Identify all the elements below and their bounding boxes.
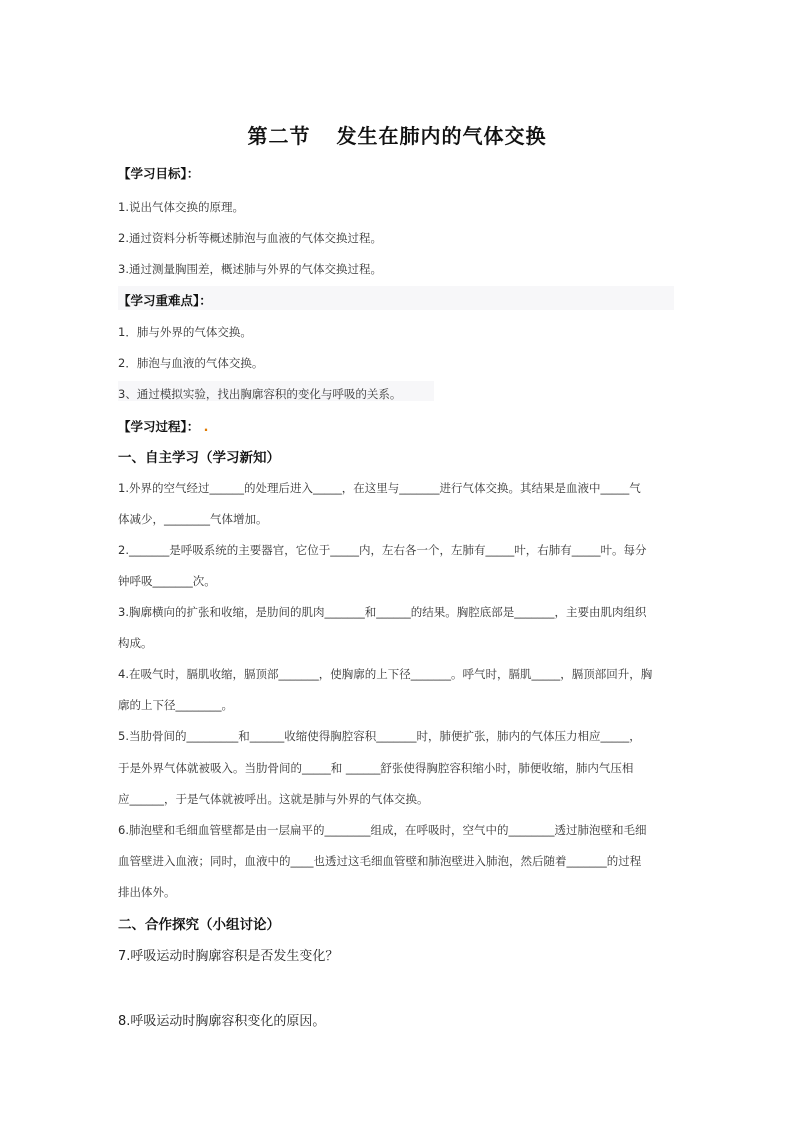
section-1-line-13: 血管壁进入血液；同时，血液中的____也透过这毛细血管壁和肺泡壁进入肺泡，然后随着_______的过程 — [118, 854, 642, 868]
key-points-header: 【学习重难点】： — [118, 293, 212, 308]
section-1-line-5: 3.胸廓横向的扩张和收缩，是肋间的肌肉_______和______的结果。胸腔底部是_______，主要由肌肉组织 — [118, 605, 647, 619]
process-header — [118, 417, 208, 435]
objective-item-2: 2.通过资料分析等概述肺泡与血液的气体交换过程。 — [118, 231, 382, 245]
section-1-line-8: 廓的上下径________。 — [118, 698, 233, 712]
section-1-line-3: 2._______是呼吸系统的主要器官，它位于_____内，左右各一个，左肺有_____叶，右肺有_____叶。每分 — [118, 543, 647, 557]
question-7: 7.呼吸运动时胸廓容积是否发生变化？ — [118, 949, 339, 964]
section-1-line-9: 5.当肋骨间的_________和______收缩使得胸腔容积_______时，肺便扩张，肺内的气体压力相应_____， — [118, 729, 641, 743]
section-1-line-2: 体减少，________气体增加。 — [118, 512, 268, 526]
page-title — [0, 120, 794, 149]
objective-item-1: 1.说出气体交换的原理。 — [118, 200, 244, 214]
section-1-line-4: 钟呼吸_______次。 — [118, 574, 216, 588]
key-point-item-2: 2．肺泡与血液的气体交换。 — [118, 356, 264, 370]
key-point-item-3: 3、通过模拟实验，找出胸廓容积的变化与呼吸的关系。 — [118, 387, 402, 401]
section-1-line-1: 1.外界的空气经过______的处理后进入_____，在这里与_______进行气体交换。其结果是血液中_____气 — [118, 481, 641, 495]
objectives-header: 【学习目标】： — [118, 166, 200, 181]
question-8: 8.呼吸运动时胸廓容积变化的原因。 — [118, 1014, 326, 1029]
section-1-line-14: 排出体外。 — [118, 885, 176, 899]
section-1-title: 一、自主学习（学习新知） — [118, 450, 280, 466]
section-2-title: 二、合作探究（小组讨论） — [118, 917, 280, 933]
title-section-number: 第二节 — [247, 124, 311, 148]
process-header-text: 【学习过程】： — [118, 419, 200, 434]
section-1-line-12: 6.肺泡壁和毛细血管壁都是由一层扁平的________组成，在呼吸时，空气中的________透过肺泡壁和毛细 — [118, 823, 647, 837]
section-1-line-6: 构成。 — [118, 636, 153, 650]
objective-item-3: 3.通过测量胸围差，概述肺与外界的气体交换过程。 — [118, 262, 382, 276]
title-text: 发生在肺内的气体交换 — [336, 124, 547, 148]
section-1-line-11: 应______，于是气体就被呼出。这就是肺与外界的气体交换。 — [118, 792, 429, 806]
key-point-item-1: 1．肺与外界的气体交换。 — [118, 325, 252, 339]
section-1-line-10: 于是外界气体就被吸入。当肋骨间的_____和 ______舒张使得胸腔容积缩小时，肺便收缩，肺内气压相 — [118, 761, 634, 775]
process-mark: . — [203, 419, 209, 434]
section-1-line-7: 4.在吸气时，膈肌收缩，膈顶部_______，使胸廓的上下径_______。呼气时，膈肌_____，膈顶部回升，胸 — [118, 667, 653, 681]
